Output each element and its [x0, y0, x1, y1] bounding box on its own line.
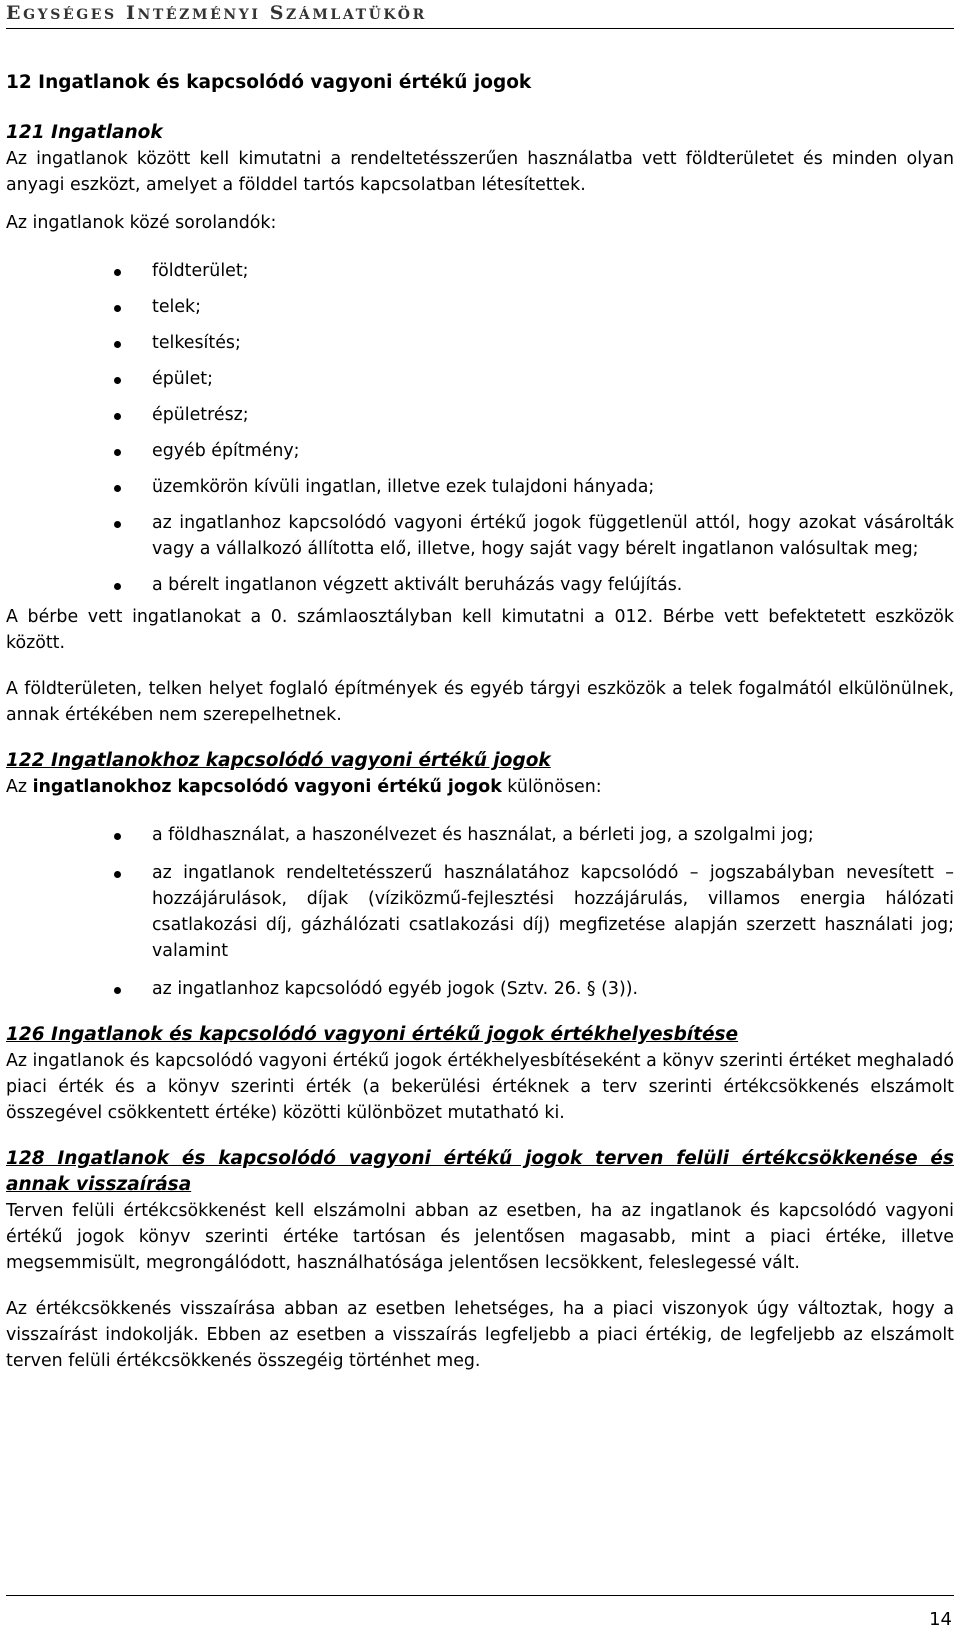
section-128-title: 128 Ingatlanok és kapcsolódó vagyoni értékű jogok terven felüli értékcsökkenése és annak visszaírása [6, 1148, 954, 1195]
document-body [6, 70, 954, 1374]
section-121-list-lead: Az ingatlanok közé sorolandók: [6, 213, 277, 233]
list-item: a bérelt ingatlanon végzett aktivált beruházás vagy felújítás. [6, 572, 954, 598]
list-item: épület; [6, 366, 954, 392]
list-item: épületrész; [6, 402, 954, 428]
footer-rule [6, 1595, 954, 1596]
section-122-lead: Az ingatlanokhoz kapcsolódó vagyoni értékű jogok különösen: [6, 777, 602, 797]
header-word-2: INTÉZMÉNYI [125, 2, 261, 24]
list-item: az ingatlanhoz kapcsolódó vagyoni értékű jogok függetlenül attól, hogy azokat vásárolták vagy a vállalkozó állította elő, illetve, hogy saját vagy bérelt ingatlanon valósultak meg; [6, 510, 954, 562]
list-item: egyéb építmény; [6, 438, 954, 464]
list-item: üzemkörön kívüli ingatlan, illetve ezek tulajdoni hányada; [6, 474, 954, 500]
section-126-title: 126 Ingatlanok és kapcsolódó vagyoni értékű jogok értékhelyesbítése [6, 1024, 739, 1045]
header-word-3: SZÁMLATÜKÖR [269, 2, 427, 24]
section-122-list [6, 822, 954, 1002]
list-item: a földhasználat, a haszonélvezet és használat, a bérleti jog, a szolgalmi jog; [6, 822, 954, 848]
section-121-intro: Az ingatlanok között kell kimutatni a rendeltetésszerűen használatba vett földterületet és minden olyan anyagi eszközt, amelyet a földdel tartós kapcsolatban létesítettek. [6, 149, 954, 195]
section-128-text-1: Terven felüli értékcsökkenést kell elszámolni abban az esetben, ha az ingatlanok és kapcsolódó vagyoni értékű jogok könyv szerinti értéke tartósan és jelentősen magasabb, mint a piaci értéke, illetve megsemmisült, megrongálódott, használhatósága jelentősen lecsökkent, feleslegessé vált. [6, 1201, 954, 1273]
section-122-title: 122 Ingatlanokhoz kapcsolódó vagyoni értékű jogok [6, 750, 551, 771]
list-item: telkesítés; [6, 330, 954, 356]
list-item: az ingatlanok rendeltetésszerű használatához kapcsolódó – jogszabályban nevesített – hozzájárulások, díjak (víziközmű-fejlesztési hozzájárulás, villamos energia hálózati csatlakozási díj, gázhálózati csatlakozási díj) megfizetése alapján szerzett használati jog; valamint [6, 860, 954, 964]
section-12-title: 12 Ingatlanok és kapcsolódó vagyoni értékű jogok [6, 72, 532, 93]
section-126-text: Az ingatlanok és kapcsolódó vagyoni értékű jogok értékhelyesbítéseként a könyv szerinti értéket meghaladó piaci érték és a könyv szerinti érték (a bekerülési értéknek a terv szerinti értékcsökkenés elszámolt összegével csökkentett értéke) közötti különbözet mutatható ki. [6, 1051, 954, 1123]
section-128-text-2: Az értékcsökkenés visszaírása abban az esetben lehetséges, ha a piaci viszonyok úgy változtak, hogy a visszaírást indokolják. Ebben az esetben a visszaírás legfeljebb a piaci értékig, de legfeljebb az elszámolt terven felüli értékcsökkenés összegéig történhet meg. [6, 1299, 954, 1371]
section-121-para-1: A bérbe vett ingatlanokat a 0. számlaosztályban kell kimutatni a 012. Bérbe vett befektetett eszközök között. [6, 607, 954, 653]
section-121-para-2: A földterületen, telken helyet foglaló építmények és egyéb tárgyi eszközök a telek fogalmától elkülönülnek, annak értékében nem szerepelhetnek. [6, 679, 954, 725]
running-header [6, 0, 954, 29]
page-number: 14 [929, 1609, 952, 1630]
list-item: földterület; [6, 258, 954, 284]
section-121-list [6, 258, 954, 598]
list-item: telek; [6, 294, 954, 320]
header-word-1: EGYSÉGES [6, 2, 117, 24]
list-item: az ingatlanhoz kapcsolódó egyéb jogok (Sztv. 26. § (3)). [6, 976, 954, 1002]
section-121-title: 121 Ingatlanok [6, 122, 163, 143]
